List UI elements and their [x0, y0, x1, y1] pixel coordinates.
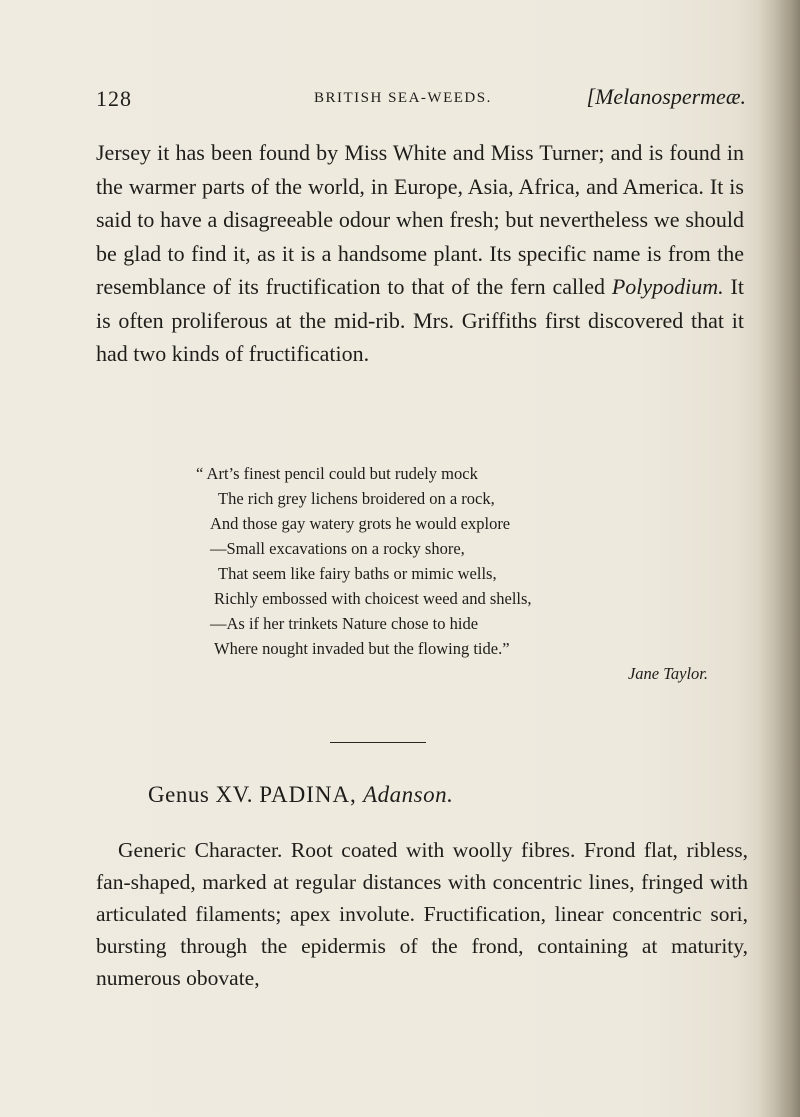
- poem-line: That seem like fairy baths or mimic wells,: [218, 564, 497, 583]
- page-gutter-shadow: [758, 0, 800, 1117]
- running-head-title: BRITISH SEA-WEEDS.: [314, 90, 492, 106]
- poem-attribution: Jane Taylor.: [627, 664, 708, 683]
- running-head: [96, 86, 752, 116]
- section-divider: [330, 742, 426, 743]
- genus-authority: Adanson.: [363, 782, 454, 807]
- paragraph-text-part-1: Jersey it has been found by Miss White and Miss Turner; and is found in the warmer parts of the world, in Europe, Asia, Africa, and America. It is said to have a disagreeable odour when fresh; but nevertheless we should be glad to find it, as it is a handsome plant. Its specific name is from the resemblance of its fructification to that of the fern called: [96, 140, 744, 299]
- paragraph-text-part-2: It is often proliferous at the mid-rib. Mrs. Griffiths first discovered that it had two kinds of fructification.: [96, 274, 744, 366]
- page-number: 128: [96, 86, 132, 111]
- poem-line: “ Art’s finest pencil could but rudely mock: [196, 464, 478, 483]
- poem-line: And those gay watery grots he would explore: [210, 514, 511, 533]
- paragraph-text: [96, 136, 744, 371]
- genus-name: PADINA,: [259, 782, 357, 807]
- generic-character-paragraph: [96, 834, 748, 994]
- body-paragraph: [96, 136, 744, 371]
- poem-line: Richly embossed with choicest weed and shells,: [214, 589, 532, 608]
- genus-heading: [148, 782, 453, 808]
- polypodium-italic: Polypodium.: [611, 274, 724, 299]
- genus-label: Genus XV.: [148, 782, 254, 807]
- poem-line: Where nought invaded but the flowing tide.”: [214, 639, 510, 658]
- generic-character-text: Generic Character. Root coated with woolly fibres. Frond flat, ribless, fan-shaped, marked at regular distances with concentric lines, fringed with articulated filaments; apex involute. Fructification, linear concentric sori, bursting through the epidermis of the frond, containing at maturity, numerous obovate,: [96, 838, 748, 990]
- poem-quotation: [196, 461, 716, 686]
- running-head-section: [Melanospermeæ.: [586, 84, 746, 109]
- poem-line: The rich grey lichens broidered on a rock,: [218, 489, 495, 508]
- poem-line: —Small excavations on a rocky shore,: [210, 539, 465, 558]
- poem-line: —As if her trinkets Nature chose to hide: [210, 614, 479, 633]
